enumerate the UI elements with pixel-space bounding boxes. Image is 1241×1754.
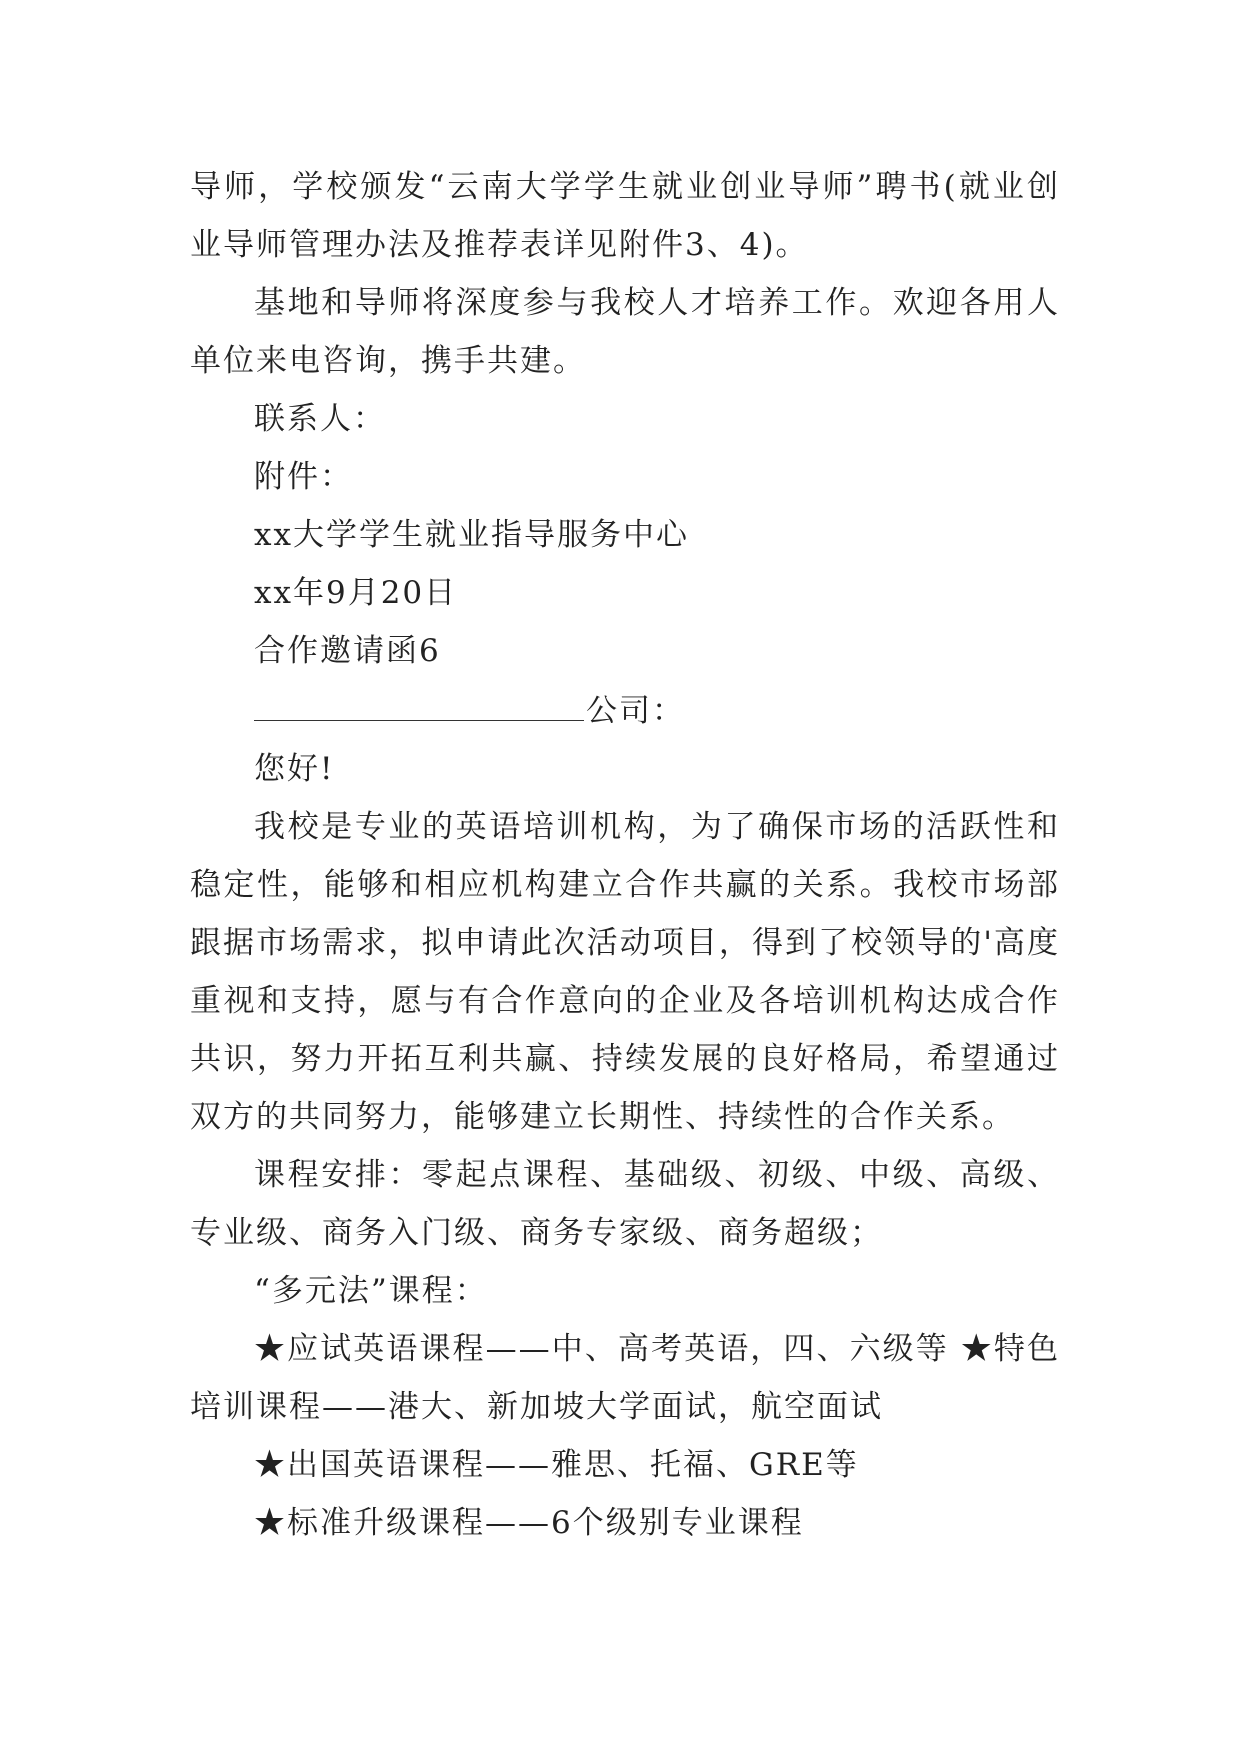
multi-method-heading: “多元法”课程： [254,1273,488,1309]
attachment-line: 附件： [254,459,353,495]
paragraph-introduction: 我校是专业的英语培训机构，为了确保市场的活跃性和稳定性，能够和相应机构建立合作共赢的关系。我校市场部跟据市场需求，拟申请此次活动项目，得到了校领导的'高度重视和支持，愿与有合作意向的企业及各培训机构达成合作共识，努力开拓互利共赢、持续发展的良好格局，希望通过双方的共同努力，能够建立长期性、持续性的合作关系。 [190,809,1060,1135]
recipient-blank [254,680,584,721]
paragraph-base-mentor: 基地和导师将深度参与我校人才培养工作。欢迎各用人单位来电咨询，携手共建。 [190,285,1060,379]
contact-person-line: 联系人： [254,401,386,437]
recipient-company-label: 公司： [586,693,685,729]
course-item-exam-english: ★应试英语课程——中、高考英语，四、六级等 ★特色培训课程——港大、新加坡大学面试，航空面试 [190,1331,1060,1425]
paragraph-mentor-certificate: 导师，学校颁发“云南大学学生就业创业导师”聘书(就业创业导师管理办法及推荐表详见附件3、4)。 [190,169,1060,263]
paragraph-course-arrangement: 课程安排：零起点课程、基础级、初级、中级、高级、专业级、商务入门级、商务专家级、商务超级； [190,1157,1060,1251]
issue-date: xx年9月20日 [254,575,458,611]
course-item-study-abroad: ★出国英语课程——雅思、托福、GRE等 [254,1447,859,1483]
course-item-standard-upgrade: ★标准升级课程——6个级别专业课程 [254,1505,804,1541]
greeting: 您好! [254,751,335,787]
issuer-name: xx大学学生就业指导服务中心 [254,517,689,553]
letter-title: 合作邀请函6 [254,633,441,669]
document-body [190,158,1060,1552]
recipient-line [190,680,1060,740]
